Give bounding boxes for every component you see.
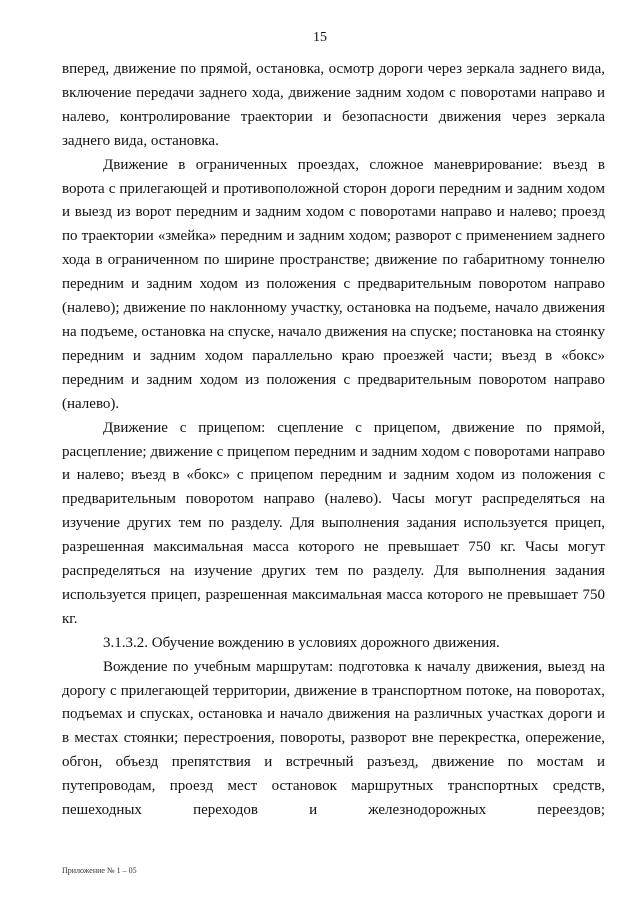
page-number: 15 <box>313 30 327 45</box>
paragraph-4: Вождение по учебным маршрутам: подготовка к началу движения, выезд на дорогу с прилегающей территории, движение в транспортном потоке, на поворотах, подъемах и спусках, остановка и начало движения на различных участках дороги и в местах стоянки; перестроения, повороты, разворот вне перекрестка, опережение, обгон, объезд препятствия и встречный разъезд, движение по мостам и путепроводам, проезд мест остановок маршрутных транспортных средств, пешеходных переходов и железнодорожных переездов; <box>62 658 605 819</box>
footer-note: Приложение № 1 – 05 <box>62 866 137 875</box>
section-heading: 3.1.3.2. Обучение вождению в условиях дорожного движения. <box>103 634 500 651</box>
paragraph-1: вперед, движение по прямой, остановка, осмотр дороги через зеркала заднего вида, включение передачи заднего хода, движение задним ходом с поворотами направо и налево, контролирование траектории и безопасности движения через зеркала заднего вида, остановка. <box>62 61 605 149</box>
document-body <box>62 58 605 823</box>
paragraph-2: Движение в ограниченных проездах, сложное маневрирование: въезд в ворота с прилегающей и противоположной сторон дороги передним и задним ходом и выезд из ворот передним и задним ходом с поворотами направо и налево; проезд по траектории «змейка» передним и задним ходом; разворот с применением заднего хода в ограниченном по ширине пространстве; движение по габаритному тоннелю передним и задним ходом из положения с предварительным поворотом направо (налево); движение по наклонному участку, остановка на подъеме, начало движения на подъеме, остановка на спуске, начало движения на спуске; постановка на стоянку передним и задним ходом параллельно краю проезжей части; въезд в «бокс» передним и задним ходом из положения с предварительным поворотом направо (налево). <box>62 156 605 412</box>
paragraph-3: Движение с прицепом: сцепление с прицепом, движение по прямой, расцепление; движение с прицепом передним и задним ходом с поворотами направо и налево; въезд в «бокс» с прицепом передним и задним ходом из положения с предварительным поворотом направо (налево). Часы могут распределяться на изучение других тем по разделу. Для выполнения задания используется прицеп, разрешенная максимальная масса которого не превышает 750 кг. Часы могут распределяться на изучение других тем по разделу. Для выполнения задания используется прицеп, разрешенная максимальная масса которого не превышает 750 кг. <box>62 419 605 627</box>
